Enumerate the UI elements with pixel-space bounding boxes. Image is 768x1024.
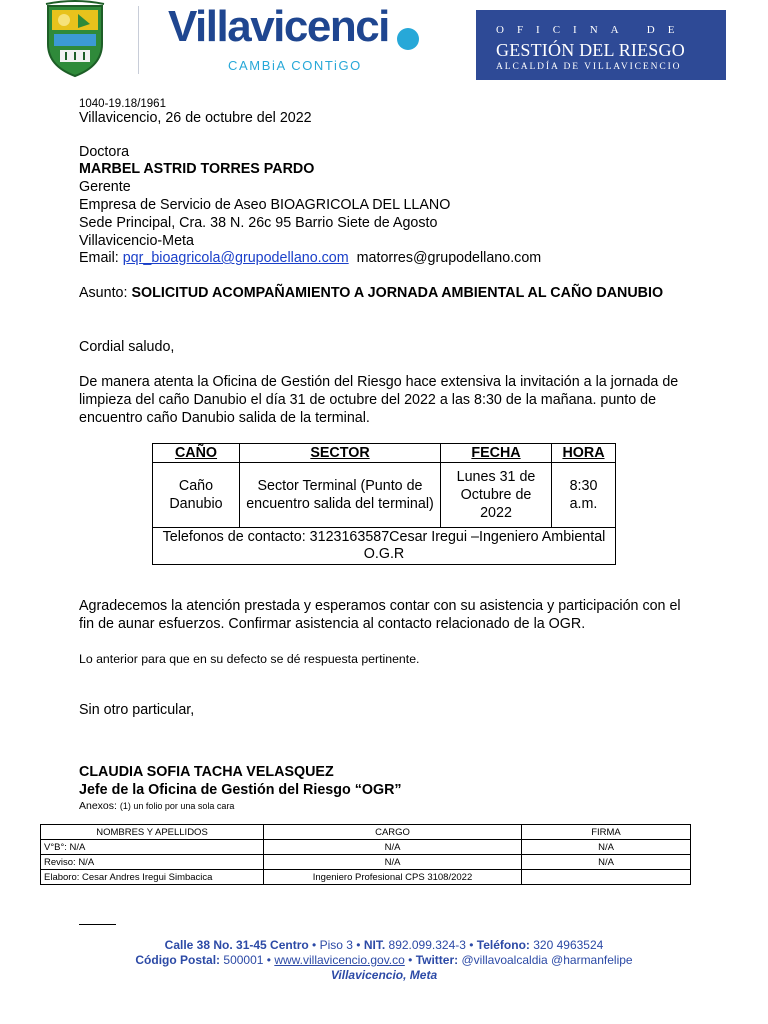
footer-line1: Calle 38 No. 31-45 Centro • Piso 3 • NIT. 892.099.324-3 • Teléfono: 320 4963524	[164, 938, 604, 952]
annex-label: Anexos:	[79, 800, 117, 812]
event-table	[152, 443, 616, 565]
approval-header-names: NOMBRES Y APELLIDOS	[41, 825, 264, 840]
footer-nit-label: NIT.	[363, 938, 386, 952]
closing: Sin otro particular,	[79, 702, 195, 718]
reference-number: 1040-19.18/1961	[79, 98, 166, 110]
paragraph-response: Lo anterior para que en su defecto se dé respuesta pertinente.	[79, 652, 420, 666]
approval-cell: N/A	[264, 855, 522, 870]
ogr-banner-line1: OFICINA DE	[496, 24, 688, 36]
email-line	[79, 250, 541, 267]
ogr-banner-line2: GESTIÓN DEL RIESGO	[496, 40, 685, 60]
event-header-hora: HORA	[552, 444, 616, 463]
subject-text: SOLICITUD ACOMPAÑAMIENTO A JORNADA AMBIENTAL AL CAÑO DANUBIO	[131, 285, 664, 301]
paragraph-invitation: De manera atenta la Oficina de Gestión del Riesgo hace extensiva la invitación a la jornada de limpieza del caño Danubio el día 31 de octubre del 2022 a las 8:30 de la mañana. punto de encuentro caño Danubio salida de la terminal.	[79, 374, 679, 426]
place-date: Villavicencio, 26 de octubre del 2022	[79, 110, 312, 126]
villavicencio-brand-logo	[168, 2, 428, 78]
approval-cell: Reviso: N/A	[41, 855, 264, 870]
email-link-primary[interactable]: pqr_bioagricola@grupodellano.com	[122, 250, 349, 266]
paragraph-thanks: Agradecemos la atención prestada y esperamos contar con su asistencia y participación con el fin de aunar esfuerzos. Confirmar asistencia al contacto relacionado de la OGR.	[79, 598, 681, 632]
event-cell-cano: Caño Danubio	[153, 463, 240, 528]
footer-postal-label: Código Postal:	[135, 953, 221, 967]
event-cell-hora: 8:30 a.m.	[552, 463, 616, 528]
footer-city: Villavicencio, Meta	[330, 968, 438, 982]
signatory-name: CLAUDIA SOFIA TACHA VELASQUEZ	[79, 764, 334, 780]
event-contact-cell: Telefonos de contacto: 3123163587Cesar Iregui –Ingeniero Ambiental O.G.R	[153, 528, 616, 565]
approval-header-firma: FIRMA	[522, 825, 691, 840]
recipient-address: Sede Principal, Cra. 38 N. 26c 95 Barrio Siete de Agosto	[79, 215, 438, 231]
footer-twitter-value: @villavoalcaldia @harmanfelipe	[461, 953, 633, 967]
approval-cell: V°B°: N/A	[41, 840, 264, 855]
recipient-city: Villavicencio-Meta	[79, 233, 194, 249]
event-cell-sector: Sector Terminal (Punto de encuentro salida del terminal)	[240, 463, 441, 528]
signatory-title: Jefe de la Oficina de Gestión del Riesgo “OGR”	[79, 782, 402, 798]
email-secondary: matorres@grupodellano.com	[356, 250, 542, 266]
approval-cell: N/A	[522, 855, 691, 870]
approval-row	[41, 840, 691, 855]
approval-cell: Ingeniero Profesional CPS 3108/2022	[264, 870, 522, 885]
event-cell-fecha: Lunes 31 de Octubre de 2022	[441, 463, 552, 528]
annex-line	[79, 800, 234, 812]
approval-cell	[522, 870, 691, 885]
footer-floor: Piso 3	[319, 938, 353, 952]
event-header-sector: SECTOR	[240, 444, 441, 463]
approval-header-cargo: CARGO	[264, 825, 522, 840]
event-header-fecha: FECHA	[441, 444, 552, 463]
brand-dot	[397, 28, 419, 50]
recipient-name: MARBEL ASTRID TORRES PARDO	[79, 161, 315, 177]
ogr-banner-line3: ALCALDÍA DE VILLAVICENCIO	[496, 62, 682, 72]
ogr-office-banner	[476, 10, 726, 80]
greeting: Cordial saludo,	[79, 339, 175, 355]
footer-nit-value: 892.099.324-3	[388, 938, 466, 952]
brand-name: Villavicenci	[168, 2, 389, 51]
footer-twitter-label: Twitter:	[415, 953, 459, 967]
recipient-company: Empresa de Servicio de Aseo BIOAGRICOLA DEL LLANO	[79, 197, 451, 213]
subject-label: Asunto:	[79, 285, 128, 301]
event-header-cano: CAÑO	[153, 444, 240, 463]
footer-postal-value: 500001	[223, 953, 264, 967]
footnote-rule	[79, 924, 116, 925]
footer-phone-value: 320 4963524	[533, 938, 604, 952]
footer-website-link[interactable]: www.villavicencio.gov.co	[274, 953, 405, 967]
header-divider	[138, 6, 139, 74]
municipal-crest-logo	[42, 0, 108, 78]
email-label: Email:	[79, 250, 119, 266]
page-footer	[0, 938, 768, 983]
footer-phone-label: Teléfono:	[476, 938, 530, 952]
approval-row	[41, 855, 691, 870]
approval-cell: Elaboro: Cesar Andres Iregui Simbacica	[41, 870, 264, 885]
footer-address: Calle 38 No. 31-45 Centro	[164, 938, 309, 952]
recipient-title: Doctora	[79, 144, 130, 160]
annex-value: (1) un folio por una sola cara	[119, 801, 235, 811]
approval-row	[41, 870, 691, 885]
recipient-role: Gerente	[79, 179, 131, 195]
subject-line	[79, 284, 699, 302]
approval-table	[40, 824, 691, 885]
footer-line2: Código Postal: 500001 • www.villavicencio.gov.co • Twitter: @villavoalcaldia @harmanfelipe	[135, 953, 633, 967]
approval-cell: N/A	[264, 840, 522, 855]
brand-slogan: CAMBiA CONTiGO	[228, 58, 362, 73]
approval-cell: N/A	[522, 840, 691, 855]
